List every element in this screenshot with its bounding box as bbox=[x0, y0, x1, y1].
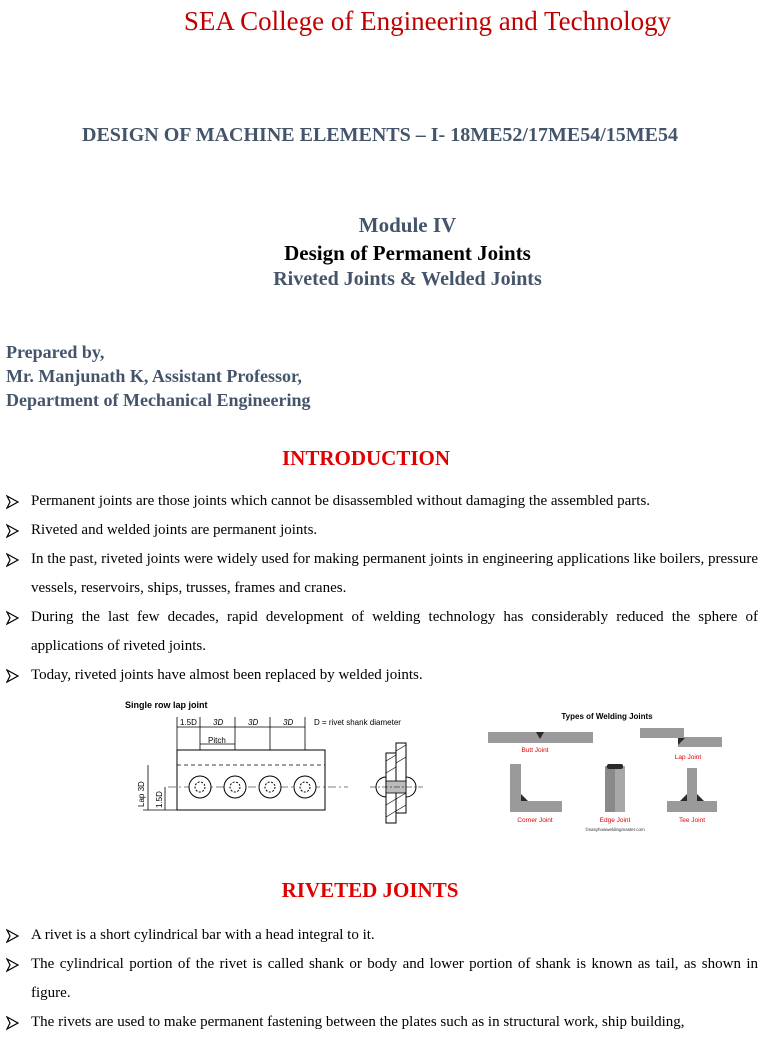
list-item-text: During the last few decades, rapid development of welding technology has considerably reduced the sphere of applications of riveted joints. bbox=[31, 609, 758, 654]
lap-joint-label: Lap Joint bbox=[674, 754, 702, 761]
arrow-bullet-icon bbox=[6, 516, 20, 545]
course-title: DESIGN OF MACHINE ELEMENTS – I- 18ME52/17ME54/15ME54 bbox=[82, 124, 678, 146]
arrow-bullet-icon bbox=[6, 950, 20, 979]
list-item bbox=[6, 921, 758, 950]
lap-joint-section-view bbox=[370, 743, 423, 823]
list-item bbox=[6, 950, 758, 1008]
dim-3d-label: 3D bbox=[283, 718, 294, 727]
lap-joint-drawing bbox=[640, 728, 722, 747]
lap-3d-label: Lap 3D bbox=[137, 781, 146, 807]
list-item bbox=[6, 1008, 758, 1037]
introduction-heading: INTRODUCTION bbox=[281, 446, 451, 470]
side-1-5d-label: 1.5D bbox=[155, 791, 164, 808]
author-name: Mr. Manjunath K, Assistant Professor, bbox=[6, 366, 302, 386]
dim-3d-label: 3D bbox=[213, 718, 224, 727]
introduction-list bbox=[6, 487, 758, 690]
arrow-bullet-icon bbox=[6, 1008, 20, 1037]
list-item-text: Riveted and welded joints are permanent joints. bbox=[31, 522, 318, 538]
dim-1-5d-label: 1.5D bbox=[180, 718, 197, 727]
list-item-text: Permanent joints are those joints which cannot be disassembled without damaging the assembled parts. bbox=[31, 493, 651, 509]
butt-joint-label: Butt Joint bbox=[521, 747, 549, 754]
butt-joint-drawing bbox=[488, 732, 593, 743]
corner-joint-label: Corner Joint bbox=[517, 817, 553, 824]
arrow-bullet-icon bbox=[6, 603, 20, 632]
welding-joints-figure bbox=[480, 708, 734, 838]
tee-joint-drawing bbox=[667, 768, 717, 812]
lap-joint-title: Single row lap joint bbox=[125, 700, 208, 710]
welding-figure-title: Types of Welding Joints bbox=[561, 712, 653, 721]
riveted-joints-heading: RIVETED JOINTS bbox=[281, 878, 459, 902]
list-item bbox=[6, 661, 758, 690]
riveted-list bbox=[6, 921, 758, 1037]
list-item-text: In the past, riveted joints were widely used for making permanent joints in engineering applications like boilers, pressure vessels, reservoirs, ships, trusses, frames and cranes. bbox=[31, 551, 758, 596]
edge-joint-label: Edge Joint bbox=[599, 817, 631, 824]
college-name: SEA College of Engineering and Technology bbox=[183, 6, 672, 36]
list-item bbox=[6, 603, 758, 661]
list-item bbox=[6, 487, 758, 516]
prepared-by-label: Prepared by, bbox=[6, 342, 105, 362]
corner-joint-drawing bbox=[510, 764, 562, 812]
dim-3d-label: 3D bbox=[248, 718, 259, 727]
module-number: Module IV bbox=[358, 213, 457, 237]
pitch-label: Pitch bbox=[208, 736, 226, 745]
list-item bbox=[6, 545, 758, 603]
figure-credit: ©easyhowweldingmaster.com bbox=[585, 827, 645, 832]
module-title: Design of Permanent Joints bbox=[284, 241, 531, 265]
list-item-text: A rivet is a short cylindrical bar with a head integral to it. bbox=[31, 927, 375, 943]
list-item-text: The cylindrical portion of the rivet is called shank or body and lower portion of shank is known as tail, as shown in figure. bbox=[31, 956, 758, 1001]
tee-joint-label: Tee Joint bbox=[678, 817, 706, 824]
arrow-bullet-icon bbox=[6, 487, 20, 516]
arrow-bullet-icon bbox=[6, 661, 20, 690]
lap-joint-figure bbox=[118, 695, 438, 835]
arrow-bullet-icon bbox=[6, 921, 20, 950]
module-subtitle: Riveted Joints & Welded Joints bbox=[273, 268, 542, 290]
rivet-diameter-legend: D = rivet shank diameter bbox=[314, 718, 401, 727]
edge-joint-drawing bbox=[605, 764, 625, 812]
department-name: Department of Mechanical Engineering bbox=[6, 390, 311, 410]
list-item-text: The rivets are used to make permanent fastening between the plates such as in structural work, ship building, bbox=[31, 1014, 685, 1030]
list-item bbox=[6, 516, 758, 545]
arrow-bullet-icon bbox=[6, 545, 20, 574]
list-item-text: Today, riveted joints have almost been replaced by welded joints. bbox=[31, 667, 423, 683]
